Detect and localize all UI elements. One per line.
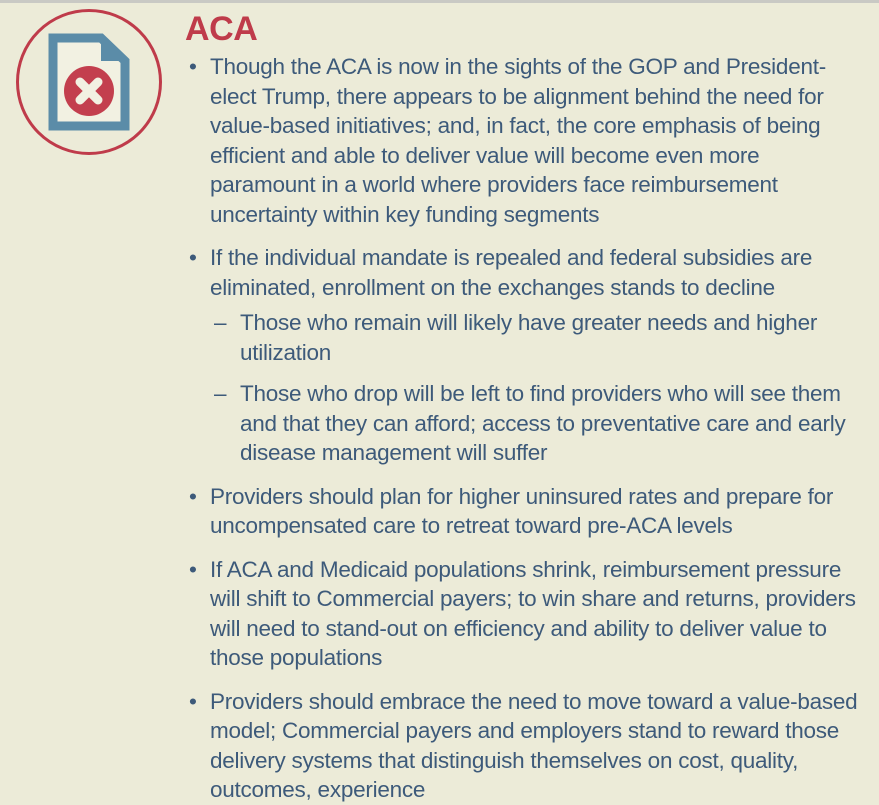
error-x-glyph: [80, 82, 98, 100]
bullet-text: Providers should embrace the need to move toward a value-based model; Commercial payers and employers stand to reward those delivery systems that distinguish themselves on cost, quality, outcomes, experience: [210, 688, 858, 802]
sub-bullet-list: [210, 308, 865, 468]
sub-list-item: [210, 308, 865, 367]
bullet-text: If the individual mandate is repealed and federal subsidies are eliminated, enrollment on the exchanges stands to decline: [210, 245, 813, 300]
page-title: ACA: [185, 10, 258, 48]
sub-bullet-text: Those who remain will likely have greater needs and higher utilization: [240, 310, 818, 365]
bullet-text: Providers should plan for higher uninsured rates and prepare for uncompensated care to retreat toward pre-ACA levels: [210, 483, 834, 538]
sub-bullet-text: Those who drop will be left to find providers who will see them and that they can afford; access to preventative care and early disease management will suffer: [240, 381, 846, 465]
sub-bullet-marker: –: [214, 381, 227, 406]
bullet-marker: •: [189, 54, 197, 79]
slide-content: [185, 10, 865, 805]
bullet-marker: •: [189, 245, 197, 270]
slide-icon: [16, 9, 164, 157]
bullet-marker: •: [189, 688, 197, 714]
bullet-marker: •: [189, 483, 197, 509]
bullet-text: Though the ACA is now in the sights of the GOP and President-elect Trump, there appears to be alignment behind the need for value-based initiatives; and, in fact, the core emphasis of being efficient and able to deliver value will become even more paramount in a world where providers face reimbursement uncertainty within key funding segments: [210, 54, 826, 227]
list-item: [185, 243, 865, 468]
list-item: [185, 52, 865, 229]
bullet-marker: •: [189, 556, 197, 582]
sub-bullet-marker: –: [214, 310, 227, 335]
document-with-error-circle-icon: [48, 33, 130, 131]
list-item: [185, 687, 865, 805]
top-divider-rule: [0, 0, 879, 3]
list-item: [185, 482, 865, 541]
sub-list-item: [210, 379, 865, 468]
list-item: [185, 555, 865, 673]
bullet-text: If ACA and Medicaid populations shrink, reimbursement pressure will shift to Commercial payers; to win share and returns, providers will need to stand-out on efficiency and ability to deliver value to those populations: [210, 556, 856, 670]
bullet-list: [185, 52, 865, 805]
